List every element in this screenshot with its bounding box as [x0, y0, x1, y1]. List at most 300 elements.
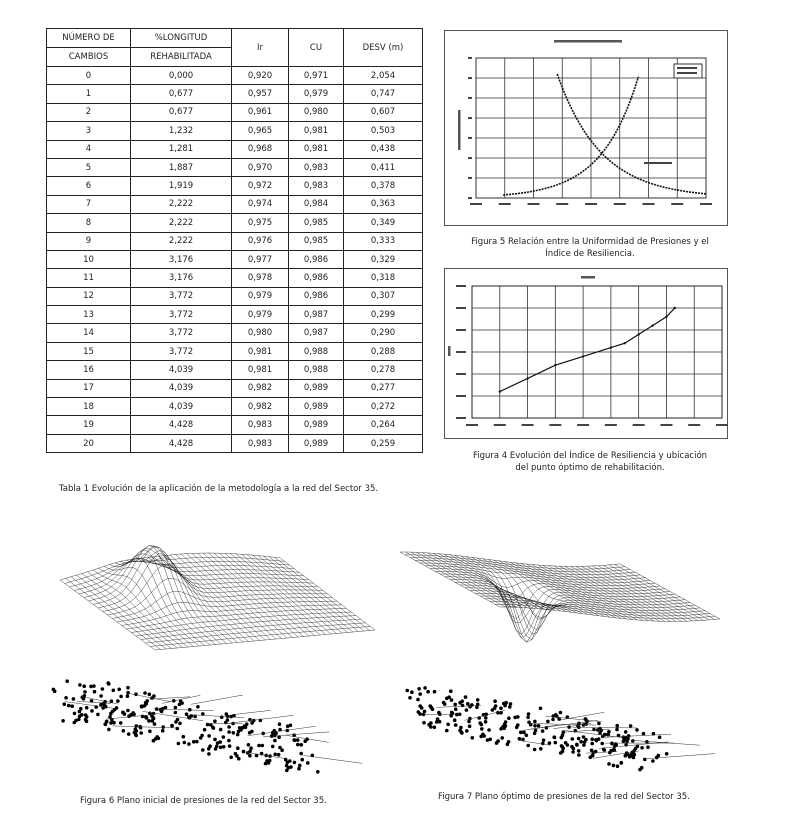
x-tick-label: [688, 424, 700, 426]
network-node: [296, 743, 300, 747]
table-cell: 0,980: [232, 324, 289, 342]
network-node: [533, 724, 537, 728]
network-node: [237, 757, 241, 761]
table-cell: 0,987: [289, 306, 344, 324]
network-node: [126, 686, 130, 690]
network-node: [625, 740, 629, 744]
network-node: [468, 724, 472, 728]
table-row: [47, 122, 423, 140]
network-node: [570, 745, 574, 749]
table-cell: 0,970: [232, 158, 289, 176]
network-node: [503, 723, 507, 727]
network-node: [192, 740, 196, 744]
network-node: [507, 740, 511, 744]
table-cell: 3: [47, 122, 131, 140]
header-cell: Ir: [232, 29, 289, 67]
table-cell: 0,965: [232, 122, 289, 140]
table-cell: 4,039: [131, 361, 232, 379]
network-node: [516, 723, 520, 727]
table-cell: 2,222: [131, 232, 232, 250]
network-pipe: [519, 740, 551, 745]
table-cell: 11: [47, 269, 131, 287]
network-node: [632, 756, 636, 760]
network-node: [84, 718, 88, 722]
table-cell: 4: [47, 140, 131, 158]
figure-6-caption: Figura 6 Plano inicial de presiones de la red del Sector 35.: [80, 796, 327, 806]
table-body: [47, 67, 423, 453]
network-node: [115, 706, 119, 710]
figure-4-caption-line: del punto óptimo de rehabilitación.: [515, 463, 665, 473]
header-cell: REHABILITADA: [131, 48, 232, 67]
y-tick-label: [468, 137, 472, 139]
figure-7-svg: [395, 525, 725, 775]
network-node: [433, 726, 437, 730]
network-node: [213, 738, 217, 742]
network-node: [559, 751, 563, 755]
network-node: [139, 731, 143, 735]
table-cell: 0,290: [344, 324, 423, 342]
network-node: [615, 724, 619, 728]
network-node: [646, 745, 650, 749]
network-node: [147, 719, 151, 723]
table-cell: 0,979: [232, 306, 289, 324]
network-node: [571, 750, 575, 754]
network-node: [480, 723, 484, 727]
table-cell: 0,677: [131, 103, 232, 121]
data-point: [554, 364, 556, 366]
table-cell: 0,307: [344, 287, 423, 305]
network-node: [187, 742, 191, 746]
network-node: [285, 764, 289, 768]
network-node: [616, 764, 620, 768]
table-cell: 3,772: [131, 287, 232, 305]
table-cell: 0,981: [289, 140, 344, 158]
network-pipe: [226, 715, 294, 723]
data-point: [499, 390, 501, 392]
table-cell: 0,278: [344, 361, 423, 379]
network-node: [141, 715, 145, 719]
table-cell: 0,986: [289, 269, 344, 287]
table-cell: 2,222: [131, 214, 232, 232]
network-node: [306, 761, 310, 765]
network-node: [82, 697, 86, 701]
network-node: [552, 735, 556, 739]
table-cell: 6: [47, 177, 131, 195]
table-cell: 0,987: [289, 324, 344, 342]
table-cell: 0,978: [232, 269, 289, 287]
network-node: [277, 735, 281, 739]
network-node: [577, 737, 581, 741]
table-cell: 16: [47, 361, 131, 379]
network-node: [507, 716, 511, 720]
network-node: [228, 744, 232, 748]
network-node: [467, 720, 471, 724]
network-node: [185, 712, 189, 716]
table-cell: 0,989: [289, 434, 344, 452]
network-node: [105, 720, 109, 724]
network-node: [624, 754, 628, 758]
figure-5-svg: [444, 30, 728, 226]
figure-4-caption-line: Figura 4 Evolución del Índice de Resiliencia y ubicación: [472, 451, 708, 461]
network-node: [410, 690, 414, 694]
header-cell: %LONGITUD: [131, 29, 232, 48]
network-node: [582, 743, 586, 747]
figure-5-chart: [444, 30, 728, 226]
network-node: [509, 702, 513, 706]
network-pipe: [304, 755, 363, 763]
network-node: [418, 704, 422, 708]
network-node: [271, 731, 275, 735]
data-point: [526, 377, 528, 379]
table-cell: 0,363: [344, 195, 423, 213]
x-tick-label: [671, 203, 683, 205]
table-cell: 0,981: [289, 122, 344, 140]
network-node: [257, 744, 261, 748]
x-tick-label: [577, 424, 589, 426]
network-pipe: [190, 715, 245, 718]
network-node: [631, 739, 635, 743]
table-cell: 17: [47, 379, 131, 397]
table-cell: 0,989: [289, 398, 344, 416]
table-cell: 0,378: [344, 177, 423, 195]
table-cell: 0,979: [232, 287, 289, 305]
table-cell: 8: [47, 214, 131, 232]
network-node: [494, 704, 498, 708]
network-node: [537, 724, 541, 728]
network-node: [612, 764, 616, 768]
network-node: [559, 711, 563, 715]
table-cell: 13: [47, 306, 131, 324]
network-node: [213, 719, 217, 723]
y-tick-label: [456, 329, 466, 331]
network-node: [468, 705, 472, 709]
network-node: [122, 729, 126, 733]
network-node: [542, 738, 546, 742]
network-node: [77, 718, 81, 722]
network-node: [248, 750, 252, 754]
network-node: [143, 704, 147, 708]
network-node: [628, 755, 632, 759]
network-node: [665, 752, 669, 756]
network-node: [554, 741, 558, 745]
network-node: [288, 759, 292, 763]
table-cell: 0,985: [289, 232, 344, 250]
network-node: [551, 718, 555, 722]
figure-6-surface-plot: [50, 525, 380, 780]
network-node: [597, 722, 601, 726]
table-cell: 0,972: [232, 177, 289, 195]
network-node: [107, 682, 111, 686]
table-cell: 1,281: [131, 140, 232, 158]
table-row: [47, 158, 423, 176]
x-tick-label: [528, 203, 540, 205]
table-cell: 0,288: [344, 342, 423, 360]
y-axis-label-mark: [448, 346, 451, 356]
table-row: [47, 398, 423, 416]
table-cell: 5: [47, 158, 131, 176]
network-node: [82, 684, 86, 688]
table-cell: 20: [47, 434, 131, 452]
network-node: [222, 735, 226, 739]
network-node: [126, 691, 130, 695]
figure-6-svg: [50, 525, 380, 780]
network-node: [196, 705, 200, 709]
network-node: [518, 737, 522, 741]
network-node: [108, 715, 112, 719]
table-cell: 0,503: [344, 122, 423, 140]
y-tick-label: [468, 77, 472, 79]
network-pipe: [599, 742, 669, 749]
network-node: [449, 689, 453, 693]
table-cell: 0,299: [344, 306, 423, 324]
network-pipe: [232, 710, 270, 714]
network-node: [157, 737, 161, 741]
table-cell: 0,329: [344, 250, 423, 268]
network-node: [227, 739, 231, 743]
table-cell: 0,977: [232, 250, 289, 268]
table-cell: 0,333: [344, 232, 423, 250]
network-node: [150, 719, 154, 723]
network-node: [242, 750, 246, 754]
network-node: [591, 754, 595, 758]
network-node: [533, 732, 537, 736]
y-tick-label: [456, 351, 466, 353]
table-row: [47, 434, 423, 452]
network-node: [597, 737, 601, 741]
network-node: [638, 768, 642, 772]
network-node: [658, 735, 662, 739]
network-node: [471, 736, 475, 740]
table-cell: 0,982: [232, 379, 289, 397]
network-node: [438, 720, 442, 724]
network-node: [554, 713, 558, 717]
header-cell: DESV (m): [344, 29, 423, 67]
network-node: [78, 683, 82, 687]
network-node: [418, 692, 422, 696]
table-row: [47, 177, 423, 195]
network-node: [548, 741, 552, 745]
network-node: [561, 745, 565, 749]
data-point: [665, 316, 667, 318]
network-node: [526, 744, 530, 748]
table-cell: 0,000: [131, 67, 232, 85]
network-node: [640, 746, 644, 750]
network-node: [624, 730, 628, 734]
network-node: [78, 710, 82, 714]
network-node: [642, 732, 646, 736]
network-node: [73, 712, 77, 716]
network-node: [174, 711, 178, 715]
network-node: [112, 721, 116, 725]
network-node: [453, 718, 457, 722]
table-cell: 1,887: [131, 158, 232, 176]
table-cell: 0,980: [289, 103, 344, 121]
network-node: [296, 738, 300, 742]
table-cell: 0,984: [289, 195, 344, 213]
table-cell: 0,277: [344, 379, 423, 397]
figure-4-svg: [444, 268, 728, 439]
network-node: [451, 712, 455, 716]
table-cell: 1,232: [131, 122, 232, 140]
table-cell: 1,919: [131, 177, 232, 195]
table-row: [47, 140, 423, 158]
network-node: [83, 690, 87, 694]
network-node: [316, 770, 320, 774]
mesh: [60, 546, 375, 650]
network-node: [539, 707, 543, 711]
table-cell: 4,428: [131, 434, 232, 452]
network-node: [212, 726, 216, 730]
network-node: [63, 702, 67, 706]
network-node: [101, 687, 105, 691]
network-node: [293, 761, 297, 765]
network-node: [298, 764, 302, 768]
network-node: [433, 690, 437, 694]
network-node: [431, 707, 435, 711]
network-node: [65, 679, 69, 683]
network-node: [250, 730, 254, 734]
data-point: [582, 355, 584, 357]
network-node: [426, 690, 430, 694]
network-node: [67, 704, 71, 708]
table-cell: 2,222: [131, 195, 232, 213]
network-node: [227, 725, 231, 729]
network-node: [264, 762, 268, 766]
network-node: [267, 761, 271, 765]
network-node: [220, 715, 224, 719]
network-node: [148, 693, 152, 697]
network-node: [249, 746, 253, 750]
header-cell: CU: [289, 29, 344, 67]
network-node: [546, 720, 550, 724]
table-cell: 0,318: [344, 269, 423, 287]
figure-4-chart: [444, 268, 728, 439]
table-cell: 0,983: [232, 434, 289, 452]
network-node: [603, 733, 607, 737]
table-cell: 0,677: [131, 85, 232, 103]
table-cell: 0,976: [232, 232, 289, 250]
network-node: [446, 723, 450, 727]
y-tick-label: [456, 285, 466, 287]
table-cell: 0,607: [344, 103, 423, 121]
table-cell: 0,985: [289, 214, 344, 232]
x-tick-label: [466, 424, 478, 426]
network-node: [161, 707, 165, 711]
figure-7-surface-plot: [395, 525, 725, 775]
network-node: [278, 722, 282, 726]
network-node: [495, 741, 499, 745]
network-node: [219, 746, 223, 750]
x-tick-label: [716, 424, 728, 426]
network-pipe: [573, 727, 638, 728]
network-node: [575, 743, 579, 747]
network-node: [465, 729, 469, 733]
table-cell: 0,920: [232, 67, 289, 85]
network-node: [273, 739, 277, 743]
table-cell: 0,957: [232, 85, 289, 103]
network-node: [303, 739, 307, 743]
network-node: [109, 712, 113, 716]
network-node: [579, 740, 583, 744]
network-node: [577, 753, 581, 757]
network-node: [92, 684, 96, 688]
table-cell: 0,975: [232, 214, 289, 232]
network-node: [247, 743, 251, 747]
x-tick-label: [522, 424, 534, 426]
network-pipe: [112, 726, 179, 728]
table-cell: 12: [47, 287, 131, 305]
network-node: [161, 725, 165, 729]
network-node: [613, 745, 617, 749]
table-cell: 0,747: [344, 85, 423, 103]
network-node: [278, 746, 282, 750]
figure-5-caption-line: Figura 5 Relación entre la Uniformidad de Presiones y el: [471, 237, 709, 247]
table-row: [47, 342, 423, 360]
data-point: [638, 333, 640, 335]
network-node: [600, 742, 604, 746]
network-node: [73, 721, 77, 725]
table-cell: 0,259: [344, 434, 423, 452]
network-node: [112, 689, 116, 693]
network-node: [427, 723, 431, 727]
network-node: [539, 747, 543, 751]
table-header-row: [47, 29, 423, 48]
network-node: [135, 724, 139, 728]
network-node: [567, 725, 571, 729]
network-node: [236, 746, 240, 750]
network-node: [590, 737, 594, 741]
network-node: [127, 732, 131, 736]
network-node: [629, 724, 633, 728]
x-tick-label: [499, 203, 511, 205]
network-pipe: [285, 735, 328, 742]
network-node: [289, 724, 293, 728]
table-cell: 0,983: [289, 177, 344, 195]
y-tick-label: [468, 157, 472, 159]
network-node: [52, 688, 56, 692]
table-cell: 0,349: [344, 214, 423, 232]
network-node: [488, 738, 492, 742]
network-node: [437, 711, 441, 715]
network-node: [533, 720, 537, 724]
header-cell: NÚMERO DE: [47, 29, 131, 48]
network-node: [218, 740, 222, 744]
network-node: [635, 728, 639, 732]
table-row: [47, 379, 423, 397]
y-tick-label: [468, 117, 472, 119]
network-node: [445, 697, 449, 701]
network-node: [417, 710, 421, 714]
network-node: [502, 702, 506, 706]
table-cell: 0,974: [232, 195, 289, 213]
network-node: [482, 734, 486, 738]
network-node: [499, 706, 503, 710]
network-node: [465, 708, 469, 712]
network-node: [178, 722, 182, 726]
network-node: [121, 711, 125, 715]
table-cell: 19: [47, 416, 131, 434]
table-row: [47, 214, 423, 232]
network-node: [145, 716, 149, 720]
network-node: [271, 745, 275, 749]
y-tick-label: [456, 373, 466, 375]
network-node: [522, 731, 526, 735]
network-node: [460, 731, 464, 735]
network-pipe: [436, 705, 481, 707]
data-table: [46, 28, 423, 453]
table-row: [47, 103, 423, 121]
figure-5-caption: [448, 236, 732, 260]
